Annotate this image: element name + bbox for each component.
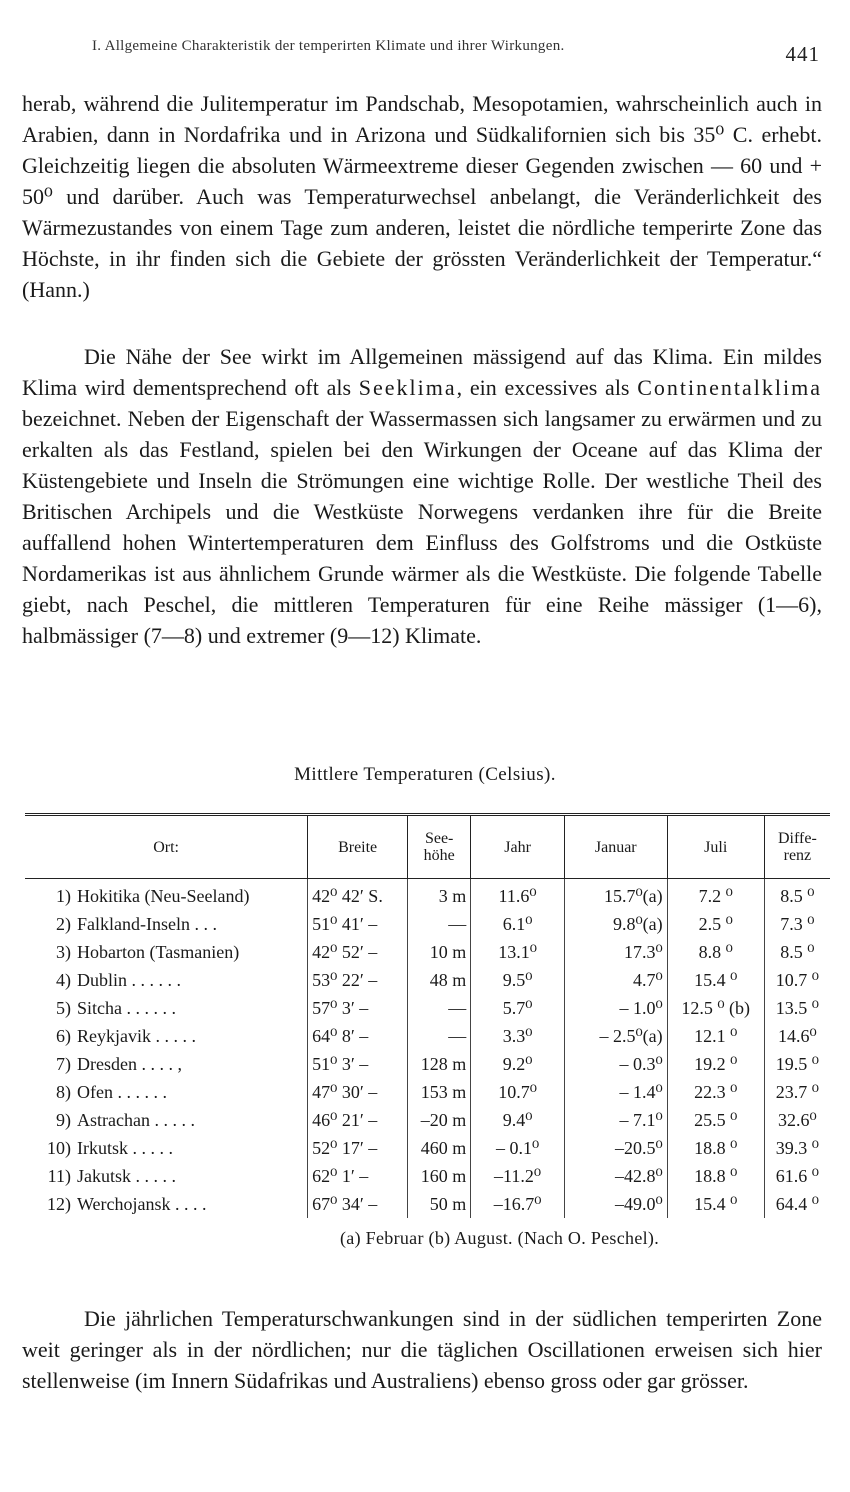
table-footnote: (a) Februar (b) August. (Nach O. Peschel). <box>340 1228 660 1248</box>
cell-juli: 2.5 ⁰ <box>667 910 764 938</box>
paragraph-text: bezeichnet. Neben der Eigenschaft der Wassermassen sich langsamer zu erwärmen und zu erkalten als das Festland, spielen bei den Wirkungen der Oceane auf das Klima der Küstengebiete und Inseln die Strömungen eine wichtige Rolle. Der westliche Theil des Britischen Archipels und die Westküste Norwegens verdanken ihre für die Breite auffallend hohen Wintertemperaturen dem Einfluss des Golfstroms und die Ostküste Nordamerikas ist aus ähnlichem Grunde wärmer als die Westküste. Die folgende Tabelle giebt, nach Peschel, die mittleren Temperaturen für eine Reihe mässiger (1—6), halbmässiger (7—8) und extremer (9—12) Klimate. <box>22 406 822 648</box>
cell-juli: 22.3 ⁰ <box>667 1078 764 1106</box>
cell-ort <box>25 966 308 994</box>
cell-januar: 17.3⁰ <box>564 938 667 966</box>
place-name: Hobarton (Tasmanien) <box>77 941 240 962</box>
row-number: 9) <box>56 1109 71 1130</box>
cell-januar: 4.7⁰ <box>564 966 667 994</box>
table-row <box>25 1106 830 1134</box>
paragraph-seeklima <box>22 341 822 651</box>
cell-jahr: 9.2⁰ <box>471 1050 565 1078</box>
paragraph-text: , ein excessives als <box>456 375 638 400</box>
page-number: 441 <box>785 42 820 66</box>
table-row <box>25 1162 830 1190</box>
row-number: 2) <box>56 913 71 934</box>
cell-juli: 15.4 ⁰ <box>667 966 764 994</box>
cell-jahr: 3.3⁰ <box>471 1022 565 1050</box>
cell-differenz: 14.6⁰ <box>764 1022 830 1050</box>
cell-januar: –49.0⁰ <box>564 1190 667 1218</box>
header-seehoehe-line1: See- <box>424 830 454 847</box>
cell-jahr: – 0.1⁰ <box>471 1134 565 1162</box>
row-number: 6) <box>56 1025 71 1046</box>
cell-seehoehe: 160 m <box>408 1162 471 1190</box>
row-number: 1) <box>56 885 71 906</box>
cell-seehoehe: — <box>408 1022 471 1050</box>
header-seehoehe <box>408 815 471 879</box>
cell-differenz: 32.6⁰ <box>764 1106 830 1134</box>
place-name: Dresden . . . . , <box>77 1053 182 1074</box>
cell-jahr: 6.1⁰ <box>471 910 565 938</box>
header-differenz <box>764 815 830 879</box>
cell-differenz: 7.3 ⁰ <box>764 910 830 938</box>
cell-ort <box>25 1162 308 1190</box>
cell-juli: 7.2 ⁰ <box>667 879 764 911</box>
cell-januar: – 2.5⁰(a) <box>564 1022 667 1050</box>
cell-seehoehe: 48 m <box>408 966 471 994</box>
header-seehoehe-line2: höhe <box>423 847 455 864</box>
table-body <box>25 879 830 1219</box>
header-jahr: Jahr <box>471 815 565 879</box>
row-number: 4) <box>56 969 71 990</box>
cell-juli: 19.2 ⁰ <box>667 1050 764 1078</box>
place-name: Irkutsk . . . . . <box>77 1137 173 1158</box>
paragraph-schwankungen <box>22 1303 822 1396</box>
row-number: 5) <box>56 997 71 1018</box>
header-breite: Breite <box>308 815 408 879</box>
cell-differenz: 13.5 ⁰ <box>764 994 830 1022</box>
cell-jahr: 11.6⁰ <box>471 879 565 911</box>
cell-differenz: 64.4 ⁰ <box>764 1190 830 1218</box>
place-name: Jakutsk . . . . . <box>77 1165 176 1186</box>
cell-ort <box>25 879 308 911</box>
cell-januar: 9.8⁰(a) <box>564 910 667 938</box>
cell-juli: 15.4 ⁰ <box>667 1190 764 1218</box>
table-header-row <box>25 815 830 879</box>
cell-breite: 51⁰ 41′ – <box>308 910 408 938</box>
cell-breite: 46⁰ 21′ – <box>308 1106 408 1134</box>
cell-differenz: 19.5 ⁰ <box>764 1050 830 1078</box>
cell-jahr: 9.4⁰ <box>471 1106 565 1134</box>
paragraph-text: Die jährlichen Temperaturschwankungen sind in der südlichen temperirten Zone weit geringer als in der nördlichen; nur die täglichen Oscillationen erweisen sich hier stellenweise (im Innern Südafrikas und Australiens) ebenso gross oder gar grösser. <box>22 1306 822 1393</box>
place-name: Werchojansk . . . . <box>77 1193 207 1214</box>
cell-seehoehe: 128 m <box>408 1050 471 1078</box>
cell-breite: 42⁰ 52′ – <box>308 938 408 966</box>
header-differenz-line2: renz <box>783 847 812 864</box>
cell-ort <box>25 1190 308 1218</box>
cell-breite: 64⁰ 8′ – <box>308 1022 408 1050</box>
place-name: Hokitika (Neu-Seeland) <box>77 885 250 906</box>
cell-differenz: 23.7 ⁰ <box>764 1078 830 1106</box>
header-differenz-line1: Diffe- <box>777 830 817 847</box>
cell-seehoehe: 153 m <box>408 1078 471 1106</box>
place-name: Reykjavik . . . . . <box>77 1025 196 1046</box>
cell-jahr: 9.5⁰ <box>471 966 565 994</box>
cell-januar: –42.8⁰ <box>564 1162 667 1190</box>
table-caption: Mittlere Temperaturen (Celsius). <box>294 764 556 785</box>
row-number: 7) <box>56 1053 71 1074</box>
place-name: Sitcha . . . . . . <box>77 997 176 1018</box>
cell-seehoehe: 50 m <box>408 1190 471 1218</box>
cell-juli: 12.1 ⁰ <box>667 1022 764 1050</box>
cell-ort <box>25 1134 308 1162</box>
cell-breite: 47⁰ 30′ – <box>308 1078 408 1106</box>
cell-ort <box>25 938 308 966</box>
cell-jahr: 5.7⁰ <box>471 994 565 1022</box>
header-juli: Juli <box>667 815 764 879</box>
paragraph-continuation: herab, während die Julitemperatur im Pandschab, Mesopotamien, wahrscheinlich auch in Arabien, dann in Nordafrika und in Arizona und Südkalifornien sich bis 35⁰ C. erhebt. Gleichzeitig liegen die absoluten Wärmeextreme dieser Gegenden zwischen — 60 und + 50⁰ und darüber. Auch was Temperaturwechsel anbelangt, die Veränderlichkeit des Wärmezustandes von einem Tage zum anderen, leistet die nördliche temperirte Zone das Höchste, in ihr finden sich die Gebiete der grössten Veränderlichkeit der Temperatur.“ (Hann.) <box>22 91 822 302</box>
cell-breite: 62⁰ 1′ – <box>308 1162 408 1190</box>
cell-differenz: 10.7 ⁰ <box>764 966 830 994</box>
row-number: 8) <box>56 1081 71 1102</box>
cell-juli: 8.8 ⁰ <box>667 938 764 966</box>
place-name: Ofen . . . . . . <box>77 1081 167 1102</box>
place-name: Astrachan . . . . . <box>77 1109 195 1130</box>
cell-seehoehe: — <box>408 910 471 938</box>
term-seeklima: Seeklima <box>358 375 457 400</box>
cell-seehoehe: 10 m <box>408 938 471 966</box>
place-name: Falkland-Inseln . . . <box>77 913 217 934</box>
cell-jahr: –11.2⁰ <box>471 1162 565 1190</box>
cell-differenz: 8.5 ⁰ <box>764 938 830 966</box>
table-row <box>25 994 830 1022</box>
table-row <box>25 1190 830 1218</box>
cell-breite: 57⁰ 3′ – <box>308 994 408 1022</box>
table-row <box>25 1078 830 1106</box>
cell-ort <box>25 1106 308 1134</box>
header-januar: Januar <box>564 815 667 879</box>
cell-seehoehe: 3 m <box>408 879 471 911</box>
cell-jahr: 10.7⁰ <box>471 1078 565 1106</box>
row-number: 11) <box>47 1165 71 1186</box>
row-number: 10) <box>47 1137 71 1158</box>
cell-ort <box>25 1022 308 1050</box>
table-row <box>25 1050 830 1078</box>
cell-seehoehe: — <box>408 994 471 1022</box>
cell-ort <box>25 910 308 938</box>
cell-ort <box>25 1078 308 1106</box>
term-continentalklima: Continentalklima <box>637 375 822 400</box>
table-row <box>25 1134 830 1162</box>
cell-januar: – 1.0⁰ <box>564 994 667 1022</box>
cell-breite: 67⁰ 34′ – <box>308 1190 408 1218</box>
cell-juli: 25.5 ⁰ <box>667 1106 764 1134</box>
cell-seehoehe: 460 m <box>408 1134 471 1162</box>
cell-januar: – 7.1⁰ <box>564 1106 667 1134</box>
cell-differenz: 39.3 ⁰ <box>764 1134 830 1162</box>
cell-juli: 12.5 ⁰ (b) <box>667 994 764 1022</box>
cell-jahr: –16.7⁰ <box>471 1190 565 1218</box>
cell-breite: 42⁰ 42′ S. <box>308 879 408 911</box>
temperature-table <box>25 813 830 1218</box>
table-row <box>25 879 830 911</box>
table-row <box>25 938 830 966</box>
table-row <box>25 1022 830 1050</box>
place-name: Dublin . . . . . . <box>77 969 182 990</box>
cell-juli: 18.8 ⁰ <box>667 1134 764 1162</box>
cell-juli: 18.8 ⁰ <box>667 1162 764 1190</box>
header-ort: Ort: <box>25 815 308 879</box>
cell-differenz: 61.6 ⁰ <box>764 1162 830 1190</box>
table-row <box>25 910 830 938</box>
cell-jahr: 13.1⁰ <box>471 938 565 966</box>
cell-breite: 51⁰ 3′ – <box>308 1050 408 1078</box>
cell-januar: – 1.4⁰ <box>564 1078 667 1106</box>
cell-januar: –20.5⁰ <box>564 1134 667 1162</box>
paragraph-text: Die Nähe der See wirkt im Allgemeinen mässigend auf das Klima. Ein mildes Klima wird dementsprechend oft als <box>22 344 822 400</box>
cell-ort <box>25 994 308 1022</box>
cell-breite: 52⁰ 17′ – <box>308 1134 408 1162</box>
cell-januar: 15.7⁰(a) <box>564 879 667 911</box>
cell-ort <box>25 1050 308 1078</box>
cell-seehoehe: –20 m <box>408 1106 471 1134</box>
cell-breite: 53⁰ 22′ – <box>308 966 408 994</box>
running-header: I. Allgemeine Charakteristik der temperirten Klimate und ihrer Wirkungen. <box>92 38 565 54</box>
table-row <box>25 966 830 994</box>
cell-januar: – 0.3⁰ <box>564 1050 667 1078</box>
row-number: 3) <box>56 941 71 962</box>
cell-differenz: 8.5 ⁰ <box>764 879 830 911</box>
row-number: 12) <box>47 1193 71 1214</box>
